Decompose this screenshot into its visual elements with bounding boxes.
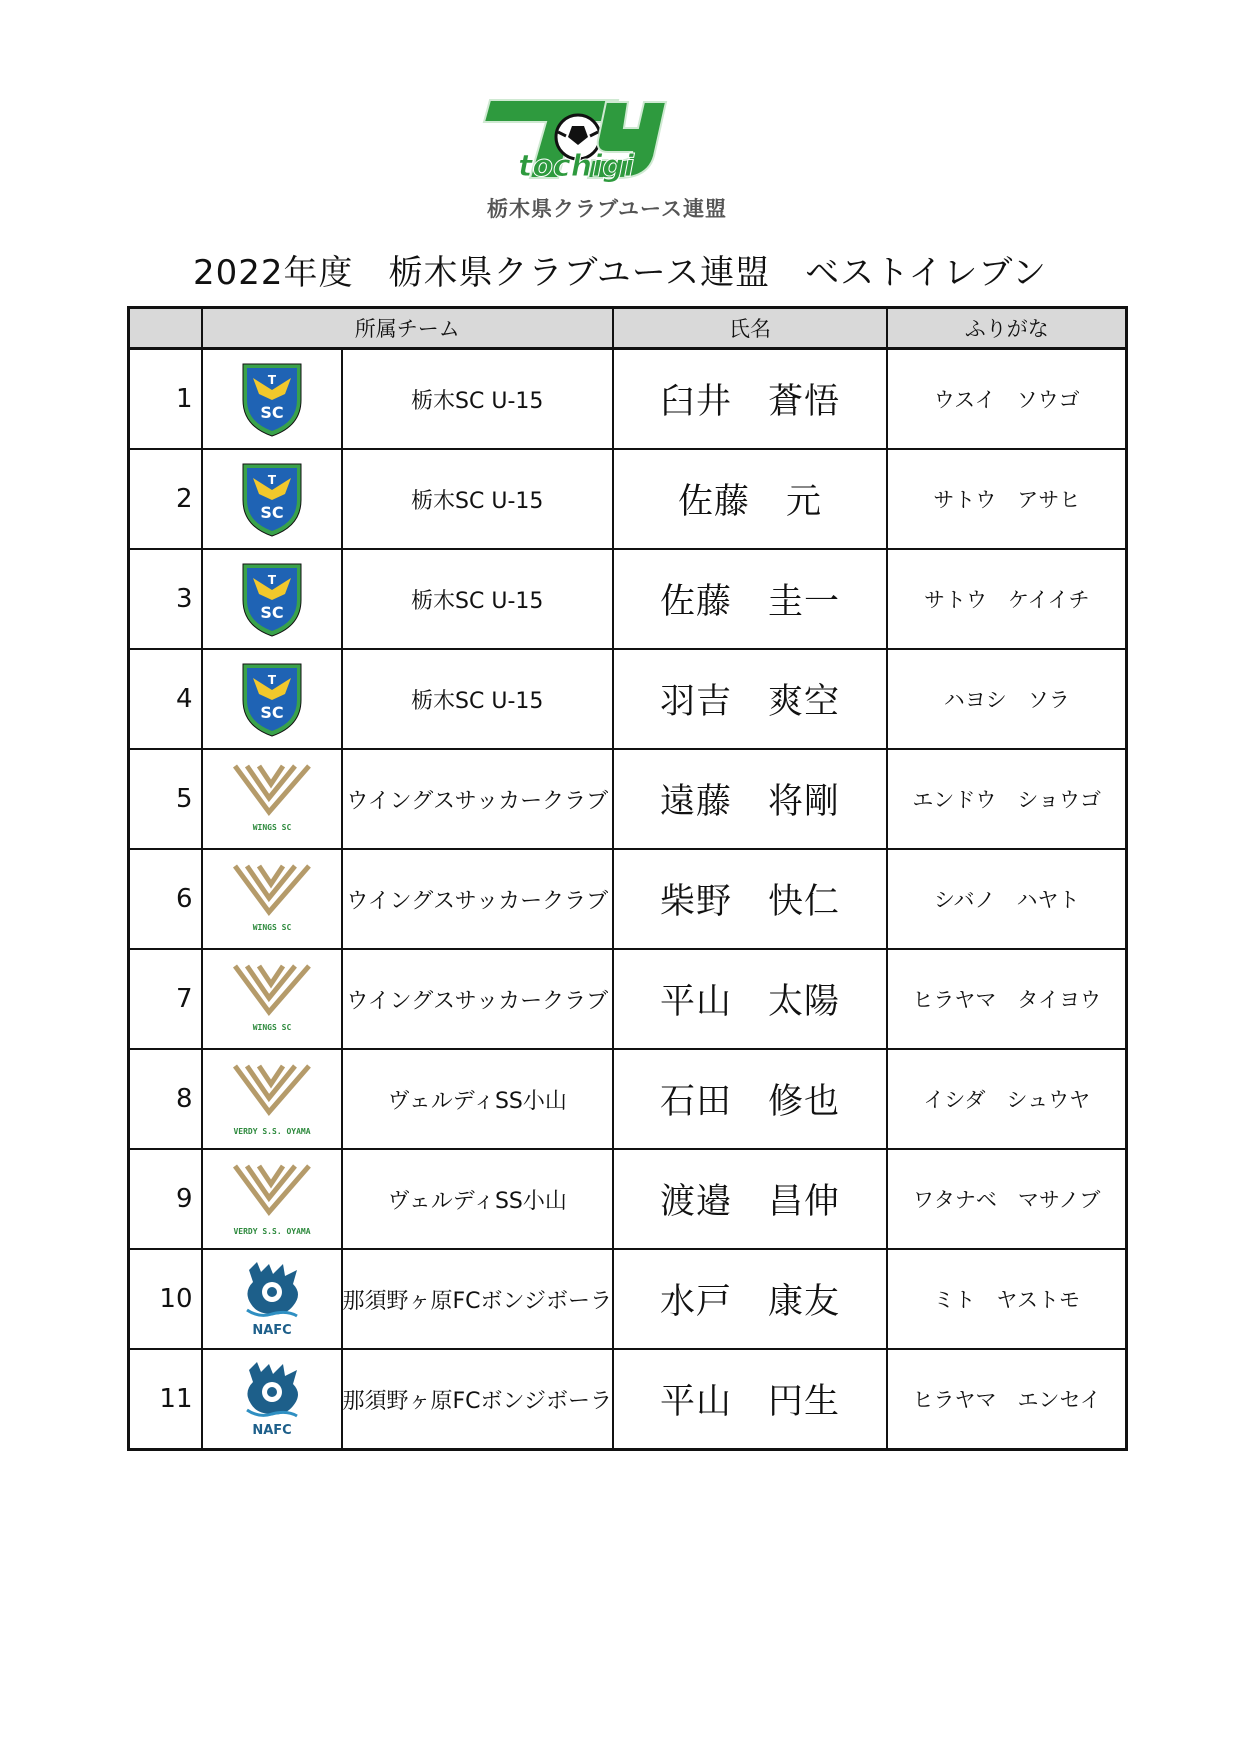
- player-name-kana: エンドウ ショウゴ: [887, 749, 1127, 849]
- header-name: 氏名: [613, 308, 887, 349]
- team-emblem: [202, 749, 342, 849]
- tochigi-sc-emblem-icon: [239, 460, 305, 538]
- best-eleven-table: [127, 306, 1128, 1451]
- svg-text:NAFC: NAFC: [251, 1423, 292, 1438]
- team-name: 那須野ヶ原FCボンジボーラ: [342, 1249, 613, 1349]
- emblem-caption: WINGS SC: [252, 1023, 291, 1032]
- nafc-emblem-icon: [239, 1360, 305, 1438]
- verdy-oyama-emblem-icon: [229, 1160, 315, 1238]
- row-number: 2: [129, 449, 202, 549]
- team-emblem: [202, 1049, 342, 1149]
- svg-text:T: T: [267, 373, 276, 387]
- nafc-emblem-icon: [239, 1260, 305, 1338]
- player-name: 臼井 蒼悟: [613, 349, 887, 450]
- team-emblem: [202, 549, 342, 649]
- table-row: [129, 649, 1127, 749]
- table-row: [129, 449, 1127, 549]
- row-number: 1: [129, 349, 202, 450]
- team-name: ウイングスサッカークラブ: [342, 749, 613, 849]
- svg-text:SC: SC: [259, 703, 284, 722]
- team-emblem: [202, 349, 342, 450]
- player-name: 平山 円生: [613, 1349, 887, 1450]
- logo-wordmark: tochigi: [518, 149, 635, 184]
- team-emblem: [202, 949, 342, 1049]
- player-name-kana: シバノ ハヤト: [887, 849, 1127, 949]
- header-team: 所属チーム: [202, 308, 613, 349]
- verdy-oyama-emblem-icon: [229, 1060, 315, 1138]
- player-name: 佐藤 元: [613, 449, 887, 549]
- row-number: 6: [129, 849, 202, 949]
- header-kana: ふりがな: [887, 308, 1127, 349]
- row-number: 7: [129, 949, 202, 1049]
- svg-text:SC: SC: [259, 603, 284, 622]
- player-name-kana: ハヨシ ソラ: [887, 649, 1127, 749]
- table-row: [129, 749, 1127, 849]
- team-emblem: [202, 849, 342, 949]
- row-number: 3: [129, 549, 202, 649]
- player-name-kana: ヒラヤマ タイヨウ: [887, 949, 1127, 1049]
- player-name: 平山 太陽: [613, 949, 887, 1049]
- emblem-caption: WINGS SC: [252, 923, 291, 932]
- player-name: 石田 修也: [613, 1049, 887, 1149]
- wings-sc-emblem-icon: [229, 960, 315, 1038]
- table-row: [129, 1349, 1127, 1450]
- page-title: 2022年度 栃木県クラブユース連盟 ベストイレブン: [192, 253, 1048, 293]
- player-name-kana: イシダ シュウヤ: [887, 1049, 1127, 1149]
- team-name: ウイングスサッカークラブ: [342, 849, 613, 949]
- player-name-kana: サトウ ケイイチ: [887, 549, 1127, 649]
- table-header-row: [129, 308, 1127, 349]
- table-row: [129, 549, 1127, 649]
- svg-text:T: T: [267, 573, 276, 587]
- table-row: [129, 1249, 1127, 1349]
- table-row: [129, 849, 1127, 949]
- wings-sc-emblem-icon: [229, 760, 315, 838]
- player-name: 佐藤 圭一: [613, 549, 887, 649]
- emblem-caption: WINGS SC: [252, 823, 291, 832]
- team-name: 栃木SC U-15: [342, 649, 613, 749]
- team-emblem: [202, 1249, 342, 1349]
- tochigi-sc-emblem-icon: [239, 660, 305, 738]
- table-row: [129, 1149, 1127, 1249]
- svg-text:T: T: [267, 473, 276, 487]
- table-row: [129, 949, 1127, 1049]
- player-name: 遠藤 将剛: [613, 749, 887, 849]
- team-name: 栃木SC U-15: [342, 449, 613, 549]
- tochigi-sc-emblem-icon: [239, 360, 305, 438]
- svg-text:SC: SC: [259, 403, 284, 422]
- emblem-caption: VERDY S.S. OYAMA: [232, 1227, 311, 1236]
- player-name-kana: ミト ヤストモ: [887, 1249, 1127, 1349]
- wings-sc-emblem-icon: [229, 860, 315, 938]
- team-name: 栃木SC U-15: [342, 549, 613, 649]
- row-number: 11: [129, 1349, 202, 1450]
- player-name-kana: ウスイ ソウゴ: [887, 349, 1127, 450]
- team-emblem: [202, 449, 342, 549]
- player-name-kana: サトウ アサヒ: [887, 449, 1127, 549]
- team-name: ウイングスサッカークラブ: [342, 949, 613, 1049]
- team-name: ヴェルディSS小山: [342, 1149, 613, 1249]
- svg-text:T: T: [267, 673, 276, 687]
- player-name: 柴野 快仁: [613, 849, 887, 949]
- player-name: 渡邉 昌伸: [613, 1149, 887, 1249]
- player-name-kana: ヒラヤマ エンセイ: [887, 1349, 1127, 1450]
- player-name: 水戸 康友: [613, 1249, 887, 1349]
- row-number: 5: [129, 749, 202, 849]
- emblem-caption: VERDY S.S. OYAMA: [232, 1127, 311, 1136]
- table-row: [129, 349, 1127, 450]
- team-name: ヴェルディSS小山: [342, 1049, 613, 1149]
- svg-text:SC: SC: [259, 503, 284, 522]
- row-number: 8: [129, 1049, 202, 1149]
- row-number: 10: [129, 1249, 202, 1349]
- team-name: 栃木SC U-15: [342, 349, 613, 450]
- player-name-kana: ワタナベ マサノブ: [887, 1149, 1127, 1249]
- row-number: 4: [129, 649, 202, 749]
- player-name: 羽吉 爽空: [613, 649, 887, 749]
- logo-caption: 栃木県クラブユース連盟: [487, 197, 727, 221]
- table-row: [129, 1049, 1127, 1149]
- team-emblem: [202, 649, 342, 749]
- team-name: 那須野ヶ原FCボンジボーラ: [342, 1349, 613, 1450]
- row-number: 9: [129, 1149, 202, 1249]
- table-body: [129, 349, 1127, 1450]
- team-emblem: [202, 1149, 342, 1249]
- svg-text:NAFC: NAFC: [251, 1323, 292, 1338]
- team-emblem: [202, 1349, 342, 1450]
- header-number: [129, 308, 202, 349]
- tochigi-sc-emblem-icon: [239, 560, 305, 638]
